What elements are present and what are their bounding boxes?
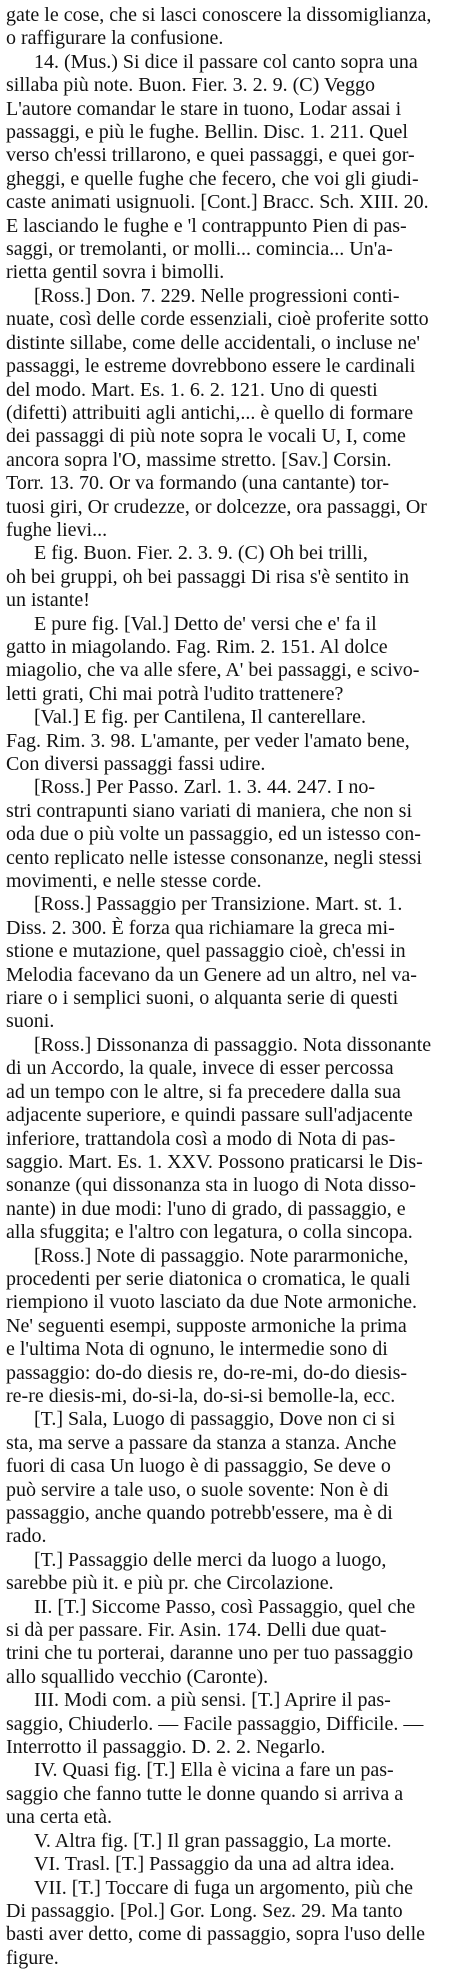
text-line: ad un tempo con le altre, si fa precedere dalla sua <box>6 1080 401 1103</box>
text-line: riare o i semplici suoni, o alquanta serie di questi <box>6 987 399 1010</box>
text-line: riempiono il vuoto lasciato da due Note armoniche. <box>6 1291 417 1314</box>
text-line: procedenti per serie diatonica o cromatica, le quali <box>6 1267 411 1290</box>
text-line: oh bei gruppi, oh bei passaggi Di risa s'è sentito in <box>6 565 409 588</box>
text-line: [Ross.] Passaggio per Transizione. Mart. st. 1. <box>34 893 403 916</box>
text-line: di un Accordo, la quale, invece di esser percossa <box>6 1057 394 1080</box>
text-line: caste animati usignuoli. [Cont.] Bracc. Sch. XIII. 20. <box>6 191 429 214</box>
text-line: [T.] Passaggio delle merci da luogo a luogo, <box>34 1548 387 1571</box>
text-line: dei passaggi di più note sopra le vocali U, I, come <box>6 425 406 448</box>
text-line: inferiore, trattandola così a modo di Nota di pas- <box>6 1127 396 1150</box>
text-line: re-re diesis-mi, do-si-la, do-si-si bemolle-la, ecc. <box>6 1384 396 1407</box>
text-line: distinte sillabe, come delle accidentali, o incluse ne' <box>6 331 421 354</box>
text-line: figure. <box>6 1946 59 1969</box>
text-line: allo squallido vecchio (Caronte). <box>6 1665 269 1688</box>
text-line: un istante! <box>6 589 90 612</box>
text-line: IV. Quasi fig. [T.] Ella è vicina a fare un pas- <box>34 1759 394 1782</box>
text-line: o raffigurare la confusione. <box>6 27 224 50</box>
text-line: gheggi, e quelle fughe che fecero, che voi gli giudi- <box>6 167 419 190</box>
text-line: VI. Trasl. [T.] Passaggio da una ad altra idea. <box>34 1853 395 1876</box>
text-line: del modo. Mart. Es. 1. 6. 2. 121. Uno di questi <box>6 378 378 401</box>
text-line: sarebbe più it. e più pr. che Circolazione. <box>6 1572 334 1595</box>
text-line: ancora sopra l'O, massime stretto. [Sav.] Corsin. <box>6 448 392 471</box>
text-line: III. Modi com. a più sensi. [T.] Aprire il pas- <box>34 1689 391 1712</box>
text-line: sillaba più note. Buon. Fier. 3. 2. 9. (C) Veggo <box>6 74 376 97</box>
text-line: fughe lievi... <box>6 518 108 541</box>
text-line: cento replicato nelle istesse consonanze, negli stessi <box>6 846 422 869</box>
text-line: 14. (Mus.) Si dice il passare col canto sopra una <box>34 50 418 73</box>
text-line: passaggi, le estreme dovrebbono essere le cardinali <box>6 355 416 378</box>
text-line: Interrotto il passaggio. D. 2. 2. Negarlo. <box>6 1736 326 1759</box>
text-line: nante) in due modi: l'uno di grado, di passaggio, e <box>6 1197 406 1220</box>
text-line: [Ross.] Per Passo. Zarl. 1. 3. 44. 247. I no- <box>34 776 376 799</box>
text-line: [Ross.] Dissonanza di passaggio. Nota dissonante <box>34 1033 432 1056</box>
text-line: Di passaggio. [Pol.] Gor. Long. Sez. 29. Ma tanto <box>6 1899 403 1922</box>
text-line: può servire a tale uso, o suole sovente: Non è di <box>6 1478 389 1501</box>
text-line: E pure fig. [Val.] Detto de' versi che e' fa il <box>34 612 377 635</box>
text-line: [Ross.] Don. 7. 229. Nelle progressioni conti- <box>34 284 400 307</box>
text-line: saggio. Mart. Es. 1. XXV. Possono praticarsi le Dis- <box>6 1150 423 1173</box>
text-line: trini che tu porterai, daranne uno per tuo passaggio <box>6 1642 414 1665</box>
text-line: suoni. <box>6 1010 55 1033</box>
text-line: adjacente superiore, e quindi passare sull'adjacente <box>6 1104 413 1127</box>
text-line: E lasciando le fughe e 'l contrappunto Pien di pas- <box>6 214 407 237</box>
text-line: passaggio: do-do diesis re, do-re-mi, do-do diesis- <box>6 1361 408 1384</box>
text-line: [Ross.] Note di passaggio. Note pararmoniche, <box>34 1244 409 1267</box>
text-line: una certa età. <box>6 1806 113 1829</box>
text-line: passaggi, e più le fughe. Bellin. Disc. 1. 211. Quel <box>6 121 408 144</box>
text-line: L'autore comandar le stare in tuono, Lodar assai i <box>6 97 402 120</box>
text-line: Fag. Rim. 3. 98. L'amante, per veder l'amato bene, <box>6 729 410 752</box>
text-line: [Val.] E fig. per Cantilena, Il canterellare. <box>34 706 367 729</box>
text-line: stione e mutazione, quel passaggio cioè, ch'essi in <box>6 940 406 963</box>
text-line: alla sfuggita; e l'altro con legatura, o colla sincopa. <box>6 1221 413 1244</box>
text-line: V. Altra fig. [T.] Il gran passaggio, La morte. <box>34 1829 392 1852</box>
text-line: saggi, or tremolanti, or molli... comincia... Un'a- <box>6 238 393 261</box>
text-line: II. [T.] Siccome Passo, così Passaggio, quel che <box>34 1595 416 1618</box>
text-line: tuosi giri, Or crudezze, or dolcezze, ora passaggi, Or <box>6 495 427 518</box>
text-line: E fig. Buon. Fier. 2. 3. 9. (C) Oh bei trilli, <box>34 542 368 565</box>
text-line: saggio che fanno tutte le donne quando si arriva a <box>6 1782 404 1805</box>
text-line: (difetti) attribuiti agli antichi,... è quello di formare <box>6 401 414 424</box>
text-line: gate le cose, che si lasci conoscere la dissomiglianza, <box>6 4 432 26</box>
text-line: rado. <box>6 1525 47 1548</box>
text-line: Con diversi passaggi fassi udire. <box>6 753 266 775</box>
text-line: Diss. 2. 300. È forza qua richiamare la greca mi- <box>6 916 395 939</box>
text-line: stri contrapunti siano variati di maniera, che non si <box>6 799 412 822</box>
text-line: nuate, così delle corde essenziali, cioè proferite sotto <box>6 308 429 331</box>
text-line: sonanze (qui dissonanza sta in luogo di Nota disso- <box>6 1174 416 1197</box>
text-line: Torr. 13. 70. Or va formando (una cantante) tor- <box>6 472 390 495</box>
text-line: movimenti, e nelle stesse corde. <box>6 870 262 893</box>
text-line: oda due o più volte un passaggio, ed un istesso con- <box>6 823 421 846</box>
text-line: passaggio, anche quando potrebb'essere, ma è di <box>6 1502 393 1524</box>
text-line: letti grati, Chi mai potrà l'udito trattenere? <box>6 682 344 705</box>
text-line: si dà per passare. Fir. Asin. 174. Delli due quat- <box>6 1619 387 1642</box>
text-line: gatto in miagolando. Fag. Rim. 2. 151. Al dolce <box>6 635 388 658</box>
text-line: miagolio, che va alle sfere, A' bei passaggi, e scivo- <box>6 659 420 682</box>
text-line: saggio, Chiuderlo. — Facile passaggio, Difficile. — <box>6 1712 424 1735</box>
text-line: Melodia facevano da un Genere ad un altro, nel va- <box>6 963 417 986</box>
text-line: verso ch'essi trillarono, e quei passaggi, e quei gor- <box>6 144 415 167</box>
text-line: VII. [T.] Toccare di fuga un argomento, più che <box>34 1876 414 1899</box>
text-line: basti aver detto, come di passaggio, sopra l'uso delle <box>6 1923 426 1946</box>
text-line: fuori di casa Un luogo è di passaggio, Se deve o <box>6 1455 391 1478</box>
text-line: e l'ultima Nota di ognuno, le intermedie sono di <box>6 1338 388 1361</box>
text-line: [T.] Sala, Luogo di passaggio, Dove non ci si <box>34 1408 396 1431</box>
text-line: rietta gentil sovra i bimolli. <box>6 261 225 284</box>
text-line: sta, ma serve a passare da stanza a stanza. Anche <box>6 1431 397 1454</box>
text-line: Ne' seguenti esempi, supposte armoniche la prima <box>6 1314 407 1337</box>
